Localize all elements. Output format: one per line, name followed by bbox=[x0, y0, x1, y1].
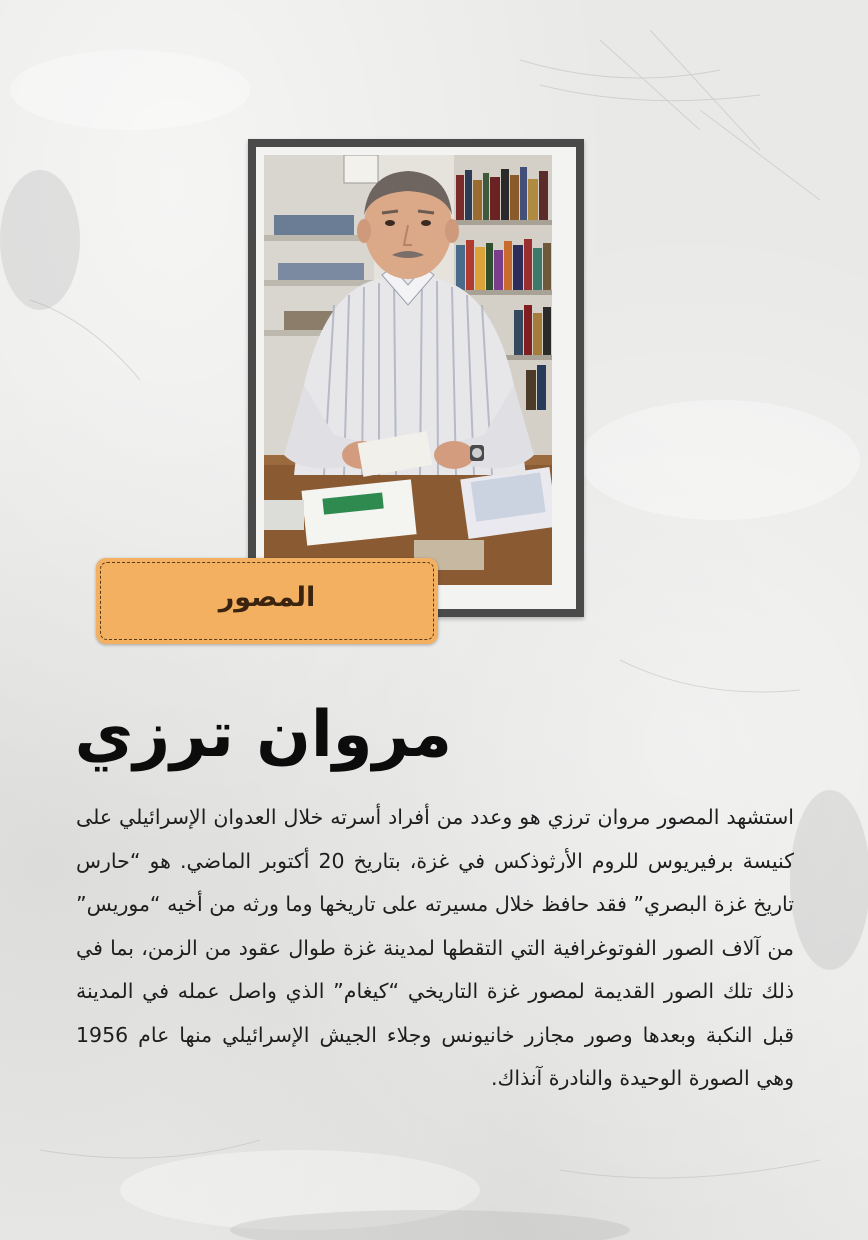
portrait-photo bbox=[264, 155, 552, 585]
role-label-box bbox=[96, 558, 438, 644]
portrait-frame bbox=[248, 139, 584, 617]
role-label: المصور bbox=[218, 582, 316, 613]
biography-text: استشهد المصور مروان ترزي هو وعدد من أفراد أسرته خلال العدوان الإسرائيلي على كنيسة برفيريوس للروم الأرثوذكس في غزة، بتاريخ 20 أكتوبر الماضي. هو “حارس تاريخ غزة البصري” فقد حافظ خلال مسيرته على تاريخها وما ورثه من أخيه “موريس” من آلاف الصور الفوتوغرافية التي التقطها لمدينة غزة طوال عقود من الزمن، بما في ذلك تلك الصور القديمة لمصور غزة التاريخي “كيغام” الذي واصل عمله في المدينة قبل النكبة وبعدها وصور مجازر خانيونس وجلاء الجيش الإسرائيلي منها عام 1956 وهي الصورة الوحيدة والنادرة آنذاك. bbox=[76, 805, 795, 1090]
person-name-title: مروان ترزي bbox=[74, 698, 452, 772]
